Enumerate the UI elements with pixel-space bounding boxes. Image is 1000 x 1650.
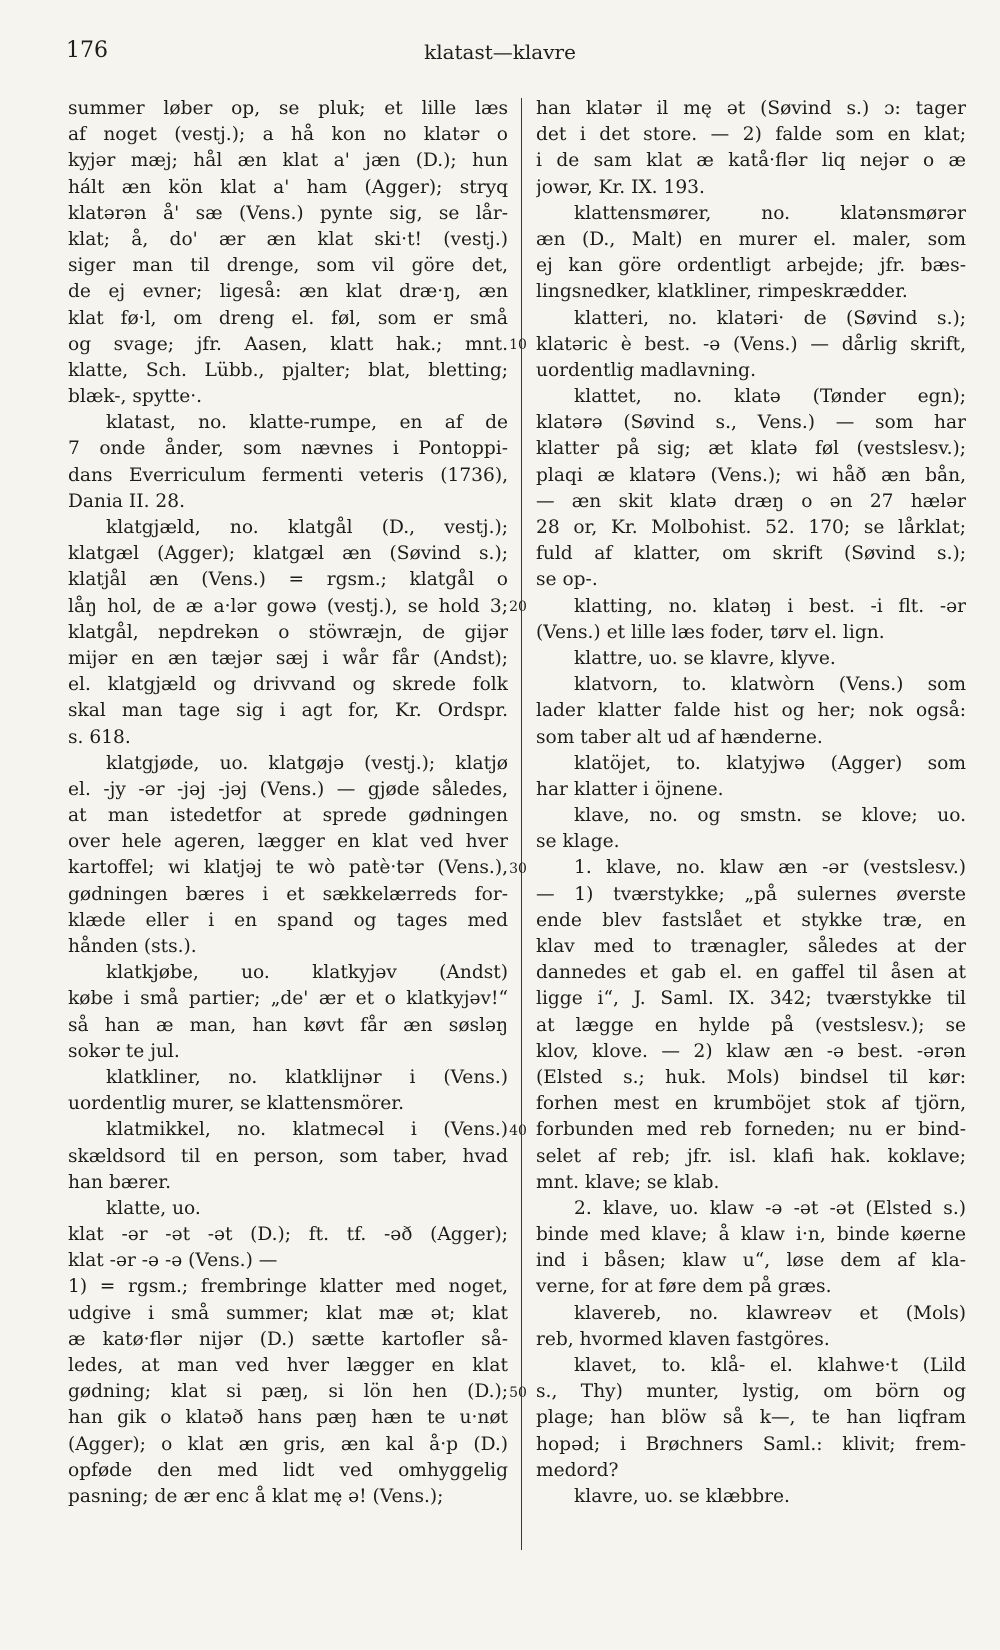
text-line: klatərə (Søvind s., Vens.) — som har bbox=[536, 412, 966, 434]
text-line: klatast, no. klatte-rumpe, en af de bbox=[106, 412, 508, 434]
text-line: el. klatgjæld og drivvand og skrede folk bbox=[68, 674, 508, 696]
text-line: at man istedetfor at sprede gødningen bbox=[68, 805, 508, 827]
text-line: — æn skit klatə dræŋ o ən 27 hælər bbox=[536, 490, 966, 512]
page-header bbox=[66, 38, 934, 78]
text-line: klatgjøde, uo. klatgøjə (vestj.); klatjø bbox=[106, 752, 508, 774]
text-line: klatte, Sch. Lübb., pjalter; blat, bletting; bbox=[68, 359, 508, 381]
text-line: klov, klove. — 2) klaw æn -ə best. -ərən bbox=[536, 1040, 966, 1062]
text-line: 7 onde ånder, som nævnes i Pontoppi- bbox=[68, 438, 508, 460]
text-line: — 1) tværstykke; „på sulernes øverste bbox=[536, 883, 966, 905]
text-line: klattensmører, no. klatənsmørər bbox=[574, 202, 966, 224]
text-line: medord? bbox=[536, 1459, 619, 1481]
text-line: som taber alt ud af hænderne. bbox=[536, 726, 823, 748]
text-line: æ katø·flər nijər (D.) sætte kartofler så- bbox=[68, 1328, 508, 1350]
text-line: klat fø·l, om dreng el. føl, som er små bbox=[68, 307, 508, 329]
text-line: ende blev fastslået et stykke træ, en bbox=[536, 909, 966, 931]
text-line: el. -jy -ər -jəj -jəj (Vens.) — gjøde således, bbox=[68, 778, 508, 800]
line-number: 50 bbox=[509, 1384, 527, 1401]
text-line: selet af reb; jfr. isl. klafi hak. koklave; bbox=[536, 1145, 966, 1167]
text-line: han bærer. bbox=[68, 1171, 171, 1193]
text-line: klatkjøbe, uo. klatkyjəv (Andst) bbox=[106, 962, 508, 984]
text-line: låŋ hol, de æ a·lər gowə (vestj.), se hold 3; bbox=[68, 595, 508, 617]
line-number: 30 bbox=[509, 860, 527, 877]
text-line: hált æn kön klat a' ham (Agger); stryq bbox=[68, 176, 508, 198]
text-line: klavet, to. klå- el. klahwe·t (Lild bbox=[574, 1355, 966, 1376]
text-line: 1) = rgsm.; frembringe klatter med noget, bbox=[68, 1276, 508, 1298]
text-line: gødningen bæres i et sækkelærreds for- bbox=[68, 883, 508, 905]
line-number: 10 bbox=[509, 336, 527, 353]
text-line: udgive i små summer; klat mæ ət; klat bbox=[68, 1302, 508, 1324]
text-line: så han æ man, han køvt får æn søsləŋ bbox=[68, 1014, 508, 1036]
right-column bbox=[536, 96, 966, 1510]
text-line: forbunden med reb forneden; nu er bind- bbox=[536, 1119, 966, 1141]
text-line: har klatter i öjnene. bbox=[536, 778, 724, 800]
text-line: købe i små partier; „de' ær et o klatkyjəv!“ bbox=[68, 988, 508, 1010]
text-line: klave, no. og smstn. se klove; uo. bbox=[574, 805, 966, 827]
line-number: 20 bbox=[509, 598, 527, 615]
text-line: klavereb, no. klawreəv et (Mols) bbox=[574, 1302, 966, 1324]
text-line: lader klatter falde hist og her; nok også: bbox=[536, 700, 966, 722]
text-line: klatmikkel, no. klatmecəl i (Vens.) bbox=[106, 1119, 508, 1141]
text-line: ej kan göre ordentligt arbejde; jfr. bæs- bbox=[536, 255, 966, 277]
text-line: han klatər il mę ət (Søvind s.) ɔ: tager bbox=[536, 98, 966, 119]
text-line: ind i båsen; klaw u“, løse dem af kla- bbox=[536, 1250, 966, 1272]
text-line: af noget (vestj.); a hå kon no klatər o bbox=[68, 124, 508, 146]
text-line: se op-. bbox=[536, 569, 598, 591]
text-line: gødning; klat si pæŋ, si lön hen (D.); bbox=[68, 1381, 508, 1403]
text-line: dans Everriculum fermenti veteris (1736), bbox=[68, 464, 508, 486]
text-line: klatkliner, no. klatklijnər i (Vens.) bbox=[106, 1066, 508, 1088]
text-line: og svage; jfr. Aasen, klatt hak.; mnt. bbox=[68, 333, 508, 355]
text-line: klatgjæld, no. klatgål (D., vestj.); bbox=[106, 517, 508, 538]
text-line: uordentlig madlavning. bbox=[536, 359, 756, 381]
text-line: opføde den med lidt ved omhyggelig bbox=[68, 1459, 508, 1481]
text-line: blæk-, spytte·. bbox=[68, 386, 203, 408]
text-line: klatgål, nepdrekən o stöwræjn, de gijər bbox=[68, 621, 508, 643]
text-line: lingsnedker, klatkliner, rimpeskrædder. bbox=[536, 281, 908, 303]
text-line: klatjål æn (Vens.) = rgsm.; klatgål o bbox=[68, 569, 508, 591]
text-line: klattet, no. klatə (Tønder egn); bbox=[574, 386, 966, 408]
text-line: verne, for at føre dem på græs. bbox=[536, 1276, 832, 1298]
text-line: ledes, at man ved hver lægger en klat bbox=[68, 1355, 508, 1376]
text-line: i de sam klat æ katå·flər liq nejər o æ bbox=[536, 150, 966, 172]
text-line: summer løber op, se pluk; et lille læs bbox=[68, 98, 508, 119]
text-line: klattre, uo. se klavre, klyve. bbox=[574, 647, 836, 669]
text-line: (Agger); o klat æn gris, æn kal å·p (D.) bbox=[68, 1433, 508, 1455]
line-number: 40 bbox=[509, 1122, 527, 1139]
text-line: binde med klave; å klaw i·n, binde køerne bbox=[536, 1224, 966, 1246]
text-line: klatting, no. klatəŋ i best. -i flt. -ər bbox=[574, 595, 966, 617]
text-line: klat; å, do' ær æn klat ski·t! (vestj.) bbox=[68, 228, 508, 250]
text-line: klav med to trænagler, således at der bbox=[536, 936, 966, 957]
text-line: de ej evner; ligeså: æn klat dræ·ŋ, æn bbox=[68, 281, 508, 303]
text-line: over hele ageren, lægger en klat ved hver bbox=[68, 831, 508, 853]
text-line: 1. klave, no. klaw æn -ər (vestslesv.) bbox=[574, 857, 966, 879]
text-line: æn (D., Malt) en murer el. maler, som bbox=[536, 228, 966, 250]
text-line: (Elsted s.; huk. Mols) bindsel til kør: bbox=[536, 1066, 966, 1088]
text-line: kartoffel; wi klatjəj te wò patè·tər (Vens.), bbox=[68, 857, 508, 879]
text-line: 28 or, Kr. Molbohist. 52. 170; se lårklat; bbox=[536, 517, 966, 538]
text-line: klatgæl (Agger); klatgæl æn (Søvind s.); bbox=[68, 543, 508, 565]
text-line: (Vens.) et lille læs foder, tørv el. lign. bbox=[536, 621, 885, 643]
text-line: skal man tage sig i agt for, Kr. Ordspr. bbox=[68, 700, 508, 722]
text-line: ligge i“, J. Saml. IX. 342; tværstykke til bbox=[536, 988, 966, 1010]
text-line: hånden (sts.). bbox=[68, 936, 197, 957]
text-line: jowər, Kr. IX. 193. bbox=[536, 176, 705, 198]
text-line: se klage. bbox=[536, 831, 620, 853]
text-line: kyjər mæj; hål æn klat a' jæn (D.); hun bbox=[68, 150, 508, 172]
text-line: klavre, uo. se klæbbre. bbox=[574, 1485, 790, 1507]
text-line: dannedes et gab el. en gaffel til åsen at bbox=[536, 962, 966, 984]
text-line: klatöjet, to. klatyjwə (Agger) som bbox=[574, 752, 966, 774]
text-line: klatte, uo. bbox=[106, 1197, 201, 1219]
text-line: Dania II. 28. bbox=[68, 490, 185, 512]
text-line: fuld af klatter, om skrift (Søvind s.); bbox=[536, 543, 966, 565]
text-line: s., Thy) munter, lystig, om börn og bbox=[536, 1381, 966, 1403]
text-line: at lægge en hylde på (vestslesv.); se bbox=[536, 1014, 966, 1036]
text-line: det i det store. — 2) falde som en klat; bbox=[536, 124, 966, 146]
text-line: klæde eller i en spand og tages med bbox=[68, 909, 508, 931]
page-number: 176 bbox=[66, 38, 108, 63]
left-column bbox=[68, 96, 508, 1510]
text-line: plaqi æ klatərə (Vens.); wi håð æn bån, bbox=[536, 464, 966, 486]
text-line: siger man til drenge, som vil göre det, bbox=[68, 255, 508, 277]
text-line: klatvorn, to. klatwòrn (Vens.) som bbox=[574, 674, 966, 696]
text-line: han gik o klatəð hans pæŋ hæn te u·nøt bbox=[68, 1407, 508, 1429]
text-line: klat -ər -ət -ət (D.); ft. tf. -əð (Agger); bbox=[68, 1224, 508, 1246]
text-line: forhen mest en krumböjet stok af tjörn, bbox=[536, 1093, 966, 1115]
text-line: plage; han blöw så k—, te han liqfram bbox=[536, 1407, 966, 1429]
text-line: hopəd; i Brøchners Saml.: klivit; frem- bbox=[536, 1433, 966, 1455]
text-line: klatərən å' sæ (Vens.) pynte sig, se lår- bbox=[68, 202, 508, 224]
text-line: pasning; de ær enc å klat mę ə! (Vens.); bbox=[68, 1485, 444, 1507]
text-line: klatteri, no. klatəri· de (Søvind s.); bbox=[574, 307, 966, 329]
text-line: sokər te jul. bbox=[68, 1040, 180, 1062]
column-divider bbox=[521, 98, 522, 1550]
text-line: s. 618. bbox=[68, 726, 131, 748]
text-line: mnt. klave; se klab. bbox=[536, 1171, 720, 1193]
text-line: skældsord til en person, som taber, hvad bbox=[68, 1145, 508, 1167]
text-line: mijər en æn tæjər sæj i wår får (Andst); bbox=[68, 647, 508, 669]
text-line: uordentlig murer, se klattensmörer. bbox=[68, 1093, 404, 1115]
text-line: klatter på sig; æt klatə føl (vestslesv.); bbox=[536, 438, 966, 460]
text-line: klatəric è best. -ə (Vens.) — dårlig skrift, bbox=[536, 333, 966, 355]
text-line: reb, hvormed klaven fastgöres. bbox=[536, 1328, 830, 1350]
text-line: klat -ər -ə -ə (Vens.) — bbox=[68, 1250, 278, 1272]
running-head: klatast—klavre bbox=[424, 40, 576, 64]
text-line: 2. klave, uo. klaw -ə -ət -ət (Elsted s.) bbox=[574, 1197, 966, 1219]
